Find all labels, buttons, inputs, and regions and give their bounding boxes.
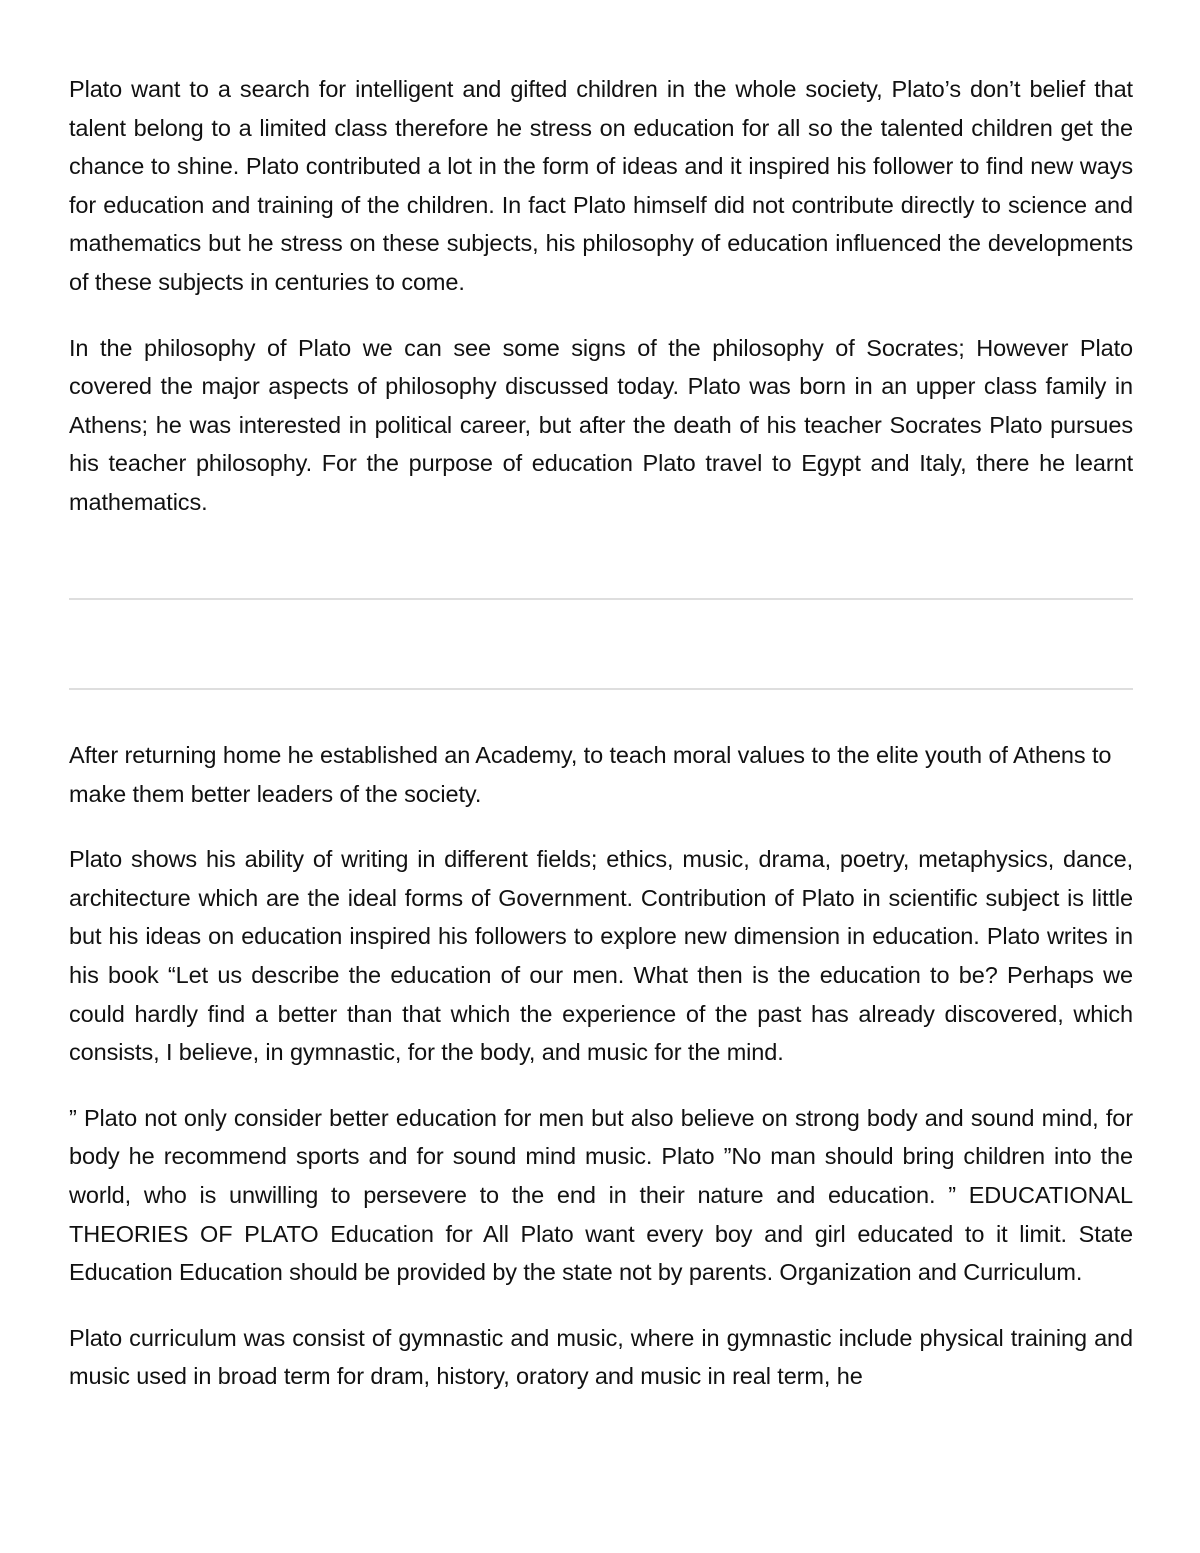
page-divider-bottom xyxy=(69,688,1133,690)
paragraph-philosophy-of-socrates: In the philosophy of Plato we can see some signs of the philosophy of Socrates; However Plato covered the major aspects of philosophy discussed today. Plato was born in an upper class family in Athens; he was interested in political career, but after the death of his teacher Socrates Plato pursues his teacher philosophy. For the purpose of education Plato travel to Egypt and Italy, there he learnt mathematics. xyxy=(69,334,1133,515)
document-section-two xyxy=(69,736,1133,1423)
paragraph-academy: After returning home he established an Academy, to teach moral values to the elite youth of Athens to make them better leaders of the society. xyxy=(69,742,1112,807)
paragraph-curriculum: Plato curriculum was consist of gymnastic and music, where in gymnastic include physical training and music used in broad term for dram, history, oratory and music in real term, he xyxy=(69,1324,1133,1390)
page-divider-top xyxy=(69,598,1133,600)
document-section-one xyxy=(69,70,1133,549)
paragraph-writing-fields: Plato shows his ability of writing in different fields; ethics, music, drama, poetry, metaphysics, dance, architecture which are the ideal forms of Government. Contribution of Plato in scientific subject is little but his ideas on education inspired his followers to explore new dimension in education. Plato writes in his book “Let us describe the education of our men. What then is the education to be? Perhaps we could hardly find a better than that which the experience of the past has already discovered, which consists, I believe, in gymnastic, for the body, and music for the mind. xyxy=(69,846,1133,1066)
paragraph-educational-theories: ” Plato not only consider better education for men but also believe on strong body and sound mind, for body he recommend sports and for sound mind music. Plato ”No man should bring children into the world, who is unwilling to persevere to the end in their nature and education. ” EDUCATIONAL THEORIES OF PLATO Education for All Plato want every boy and girl educated to it limit. State Education Education should be provided by the state not by parents. Organization and Curriculum. xyxy=(69,1104,1133,1286)
paragraph-gifted-children: Plato want to a search for intelligent and gifted children in the whole society, Plato’s don’t belief that talent belong to a limited class therefore he stress on education for all so the talented children get the chance to shine. Plato contributed a lot in the form of ideas and it inspired his follower to find new ways for education and training of the children. In fact Plato himself did not contribute directly to science and mathematics but he stress on these subjects, his philosophy of education influenced the developments of these subjects in centuries to come. xyxy=(69,76,1133,295)
